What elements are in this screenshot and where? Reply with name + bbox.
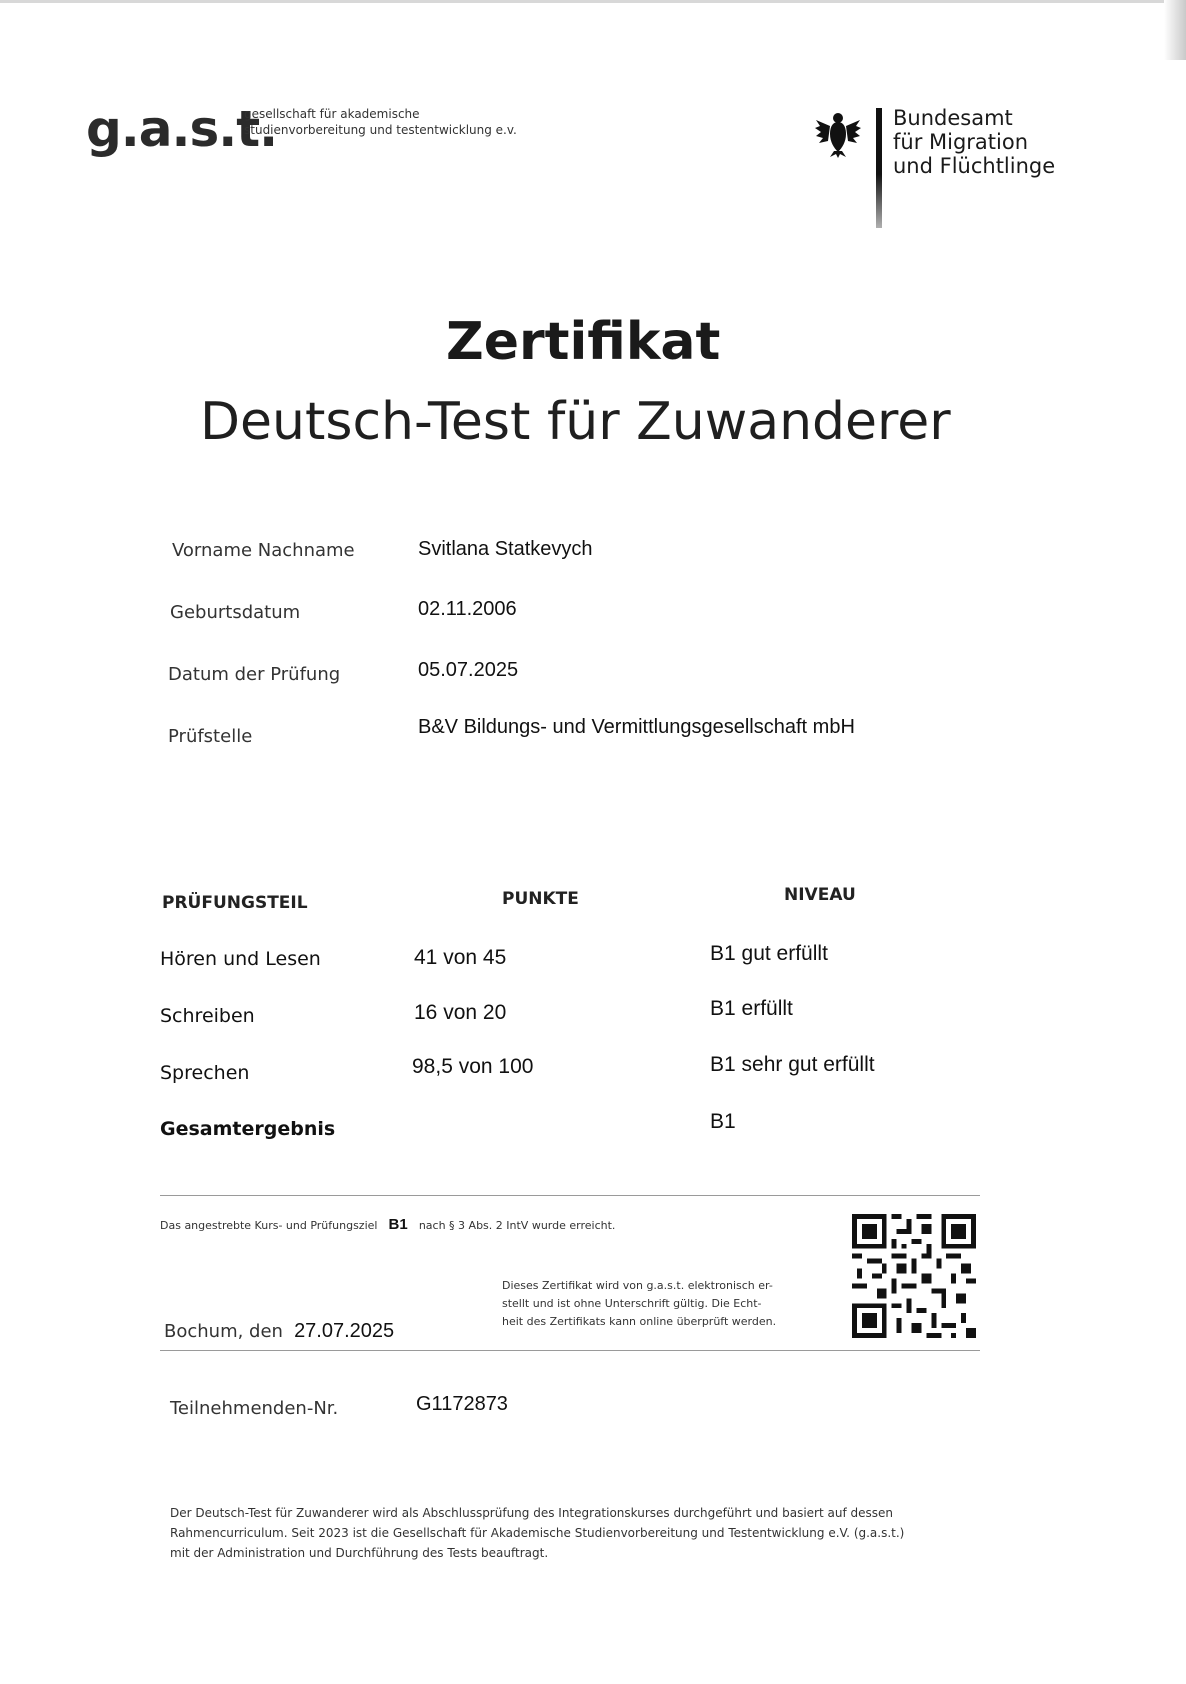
certificate-subtitle: Deutsch-Test für Zuwanderer — [200, 392, 951, 452]
electronic-note-line2: stellt und ist ohne Unterschrift gültig. Die Echt- — [502, 1297, 762, 1310]
scan-edge-right — [1164, 0, 1186, 60]
row-part: Sprechen — [160, 1062, 250, 1084]
row-points: 16 von 20 — [414, 1001, 507, 1024]
header-exam-part: PRÜFUNGSTEIL — [162, 893, 308, 913]
header-points: PUNKTE — [502, 889, 579, 909]
electronic-note — [502, 1277, 776, 1331]
goal-suffix: nach § 3 Abs. 2 IntV wurde erreicht. — [418, 1219, 616, 1232]
scan-edge-top — [0, 0, 1186, 3]
divider-bottom — [160, 1350, 980, 1351]
place-date-prefix: Bochum, den — [164, 1321, 283, 1342]
row-points: 41 von 45 — [414, 946, 507, 969]
total-label: Gesamtergebnis — [160, 1118, 336, 1140]
goal-statement — [160, 1214, 615, 1233]
certificate-title: Zertifikat — [446, 312, 721, 372]
bamf-line2: für Migration — [893, 130, 1029, 154]
birthdate-label: Geburtsdatum — [170, 602, 301, 623]
bamf-line1: Bundesamt — [893, 106, 1013, 130]
qr-code — [852, 1214, 976, 1338]
header-level: NIVEAU — [784, 885, 856, 905]
row-level: B1 gut erfüllt — [710, 942, 828, 965]
footnote-line3: mit der Administration und Durchführung des Tests beauftragt. — [170, 1546, 549, 1560]
electronic-note-line1: Dieses Zertifikat wird von g.a.s.t. elektronisch er- — [502, 1279, 773, 1292]
place-date — [164, 1320, 394, 1343]
footnote — [170, 1503, 904, 1563]
birthdate-value: 02.11.2006 — [418, 598, 517, 620]
bamf-divider — [876, 108, 882, 228]
gast-subtitle — [244, 106, 517, 138]
test-center-label: Prüfstelle — [168, 726, 253, 747]
test-center-value: B&V Bildungs- und Vermittlungsgesellschaft mbH — [418, 716, 855, 738]
row-part: Schreiben — [160, 1005, 255, 1027]
gast-subtitle-line2: studienvorbereitung und testentwicklung e.v. — [244, 123, 517, 137]
bamf-logo-text — [893, 106, 1055, 178]
issue-date: 27.07.2025 — [294, 1320, 395, 1342]
participant-number-value: G1172873 — [416, 1393, 508, 1415]
row-part: Hören und Lesen — [160, 948, 321, 970]
federal-eagle-icon — [814, 108, 862, 158]
total-level: B1 — [710, 1110, 736, 1133]
row-level: B1 erfüllt — [710, 997, 793, 1020]
goal-prefix: Das angestrebte Kurs- und Prüfungsziel — [160, 1219, 378, 1232]
gast-subtitle-line1: gesellschaft für akademische — [244, 107, 420, 121]
bamf-line3: und Flüchtlinge — [893, 154, 1056, 178]
footnote-line2: Rahmencurriculum. Seit 2023 ist die Gesellschaft für Akademische Studienvorbereitung und Testentwicklung e.V. (g.a.s.t.) — [170, 1526, 905, 1540]
name-label: Vorname Nachname — [172, 540, 355, 561]
electronic-note-line3: heit des Zertifikats kann online überprüft werden. — [502, 1315, 777, 1328]
divider-top — [160, 1195, 980, 1196]
gast-logo: g.a.s.t. — [86, 100, 278, 158]
participant-number-label: Teilnehmenden-Nr. — [170, 1398, 339, 1419]
footnote-line1: Der Deutsch-Test für Zuwanderer wird als Abschlussprüfung des Integrationskurses durchgeführt und basiert auf dessen — [170, 1506, 893, 1520]
exam-date-value: 05.07.2025 — [418, 659, 519, 681]
name-value: Svitlana Statkevych — [418, 538, 593, 560]
goal-level: B1 — [388, 1216, 408, 1233]
exam-date-label: Datum der Prüfung — [168, 664, 341, 685]
row-points: 98,5 von 100 — [412, 1055, 534, 1078]
row-level: B1 sehr gut erfüllt — [710, 1053, 875, 1076]
